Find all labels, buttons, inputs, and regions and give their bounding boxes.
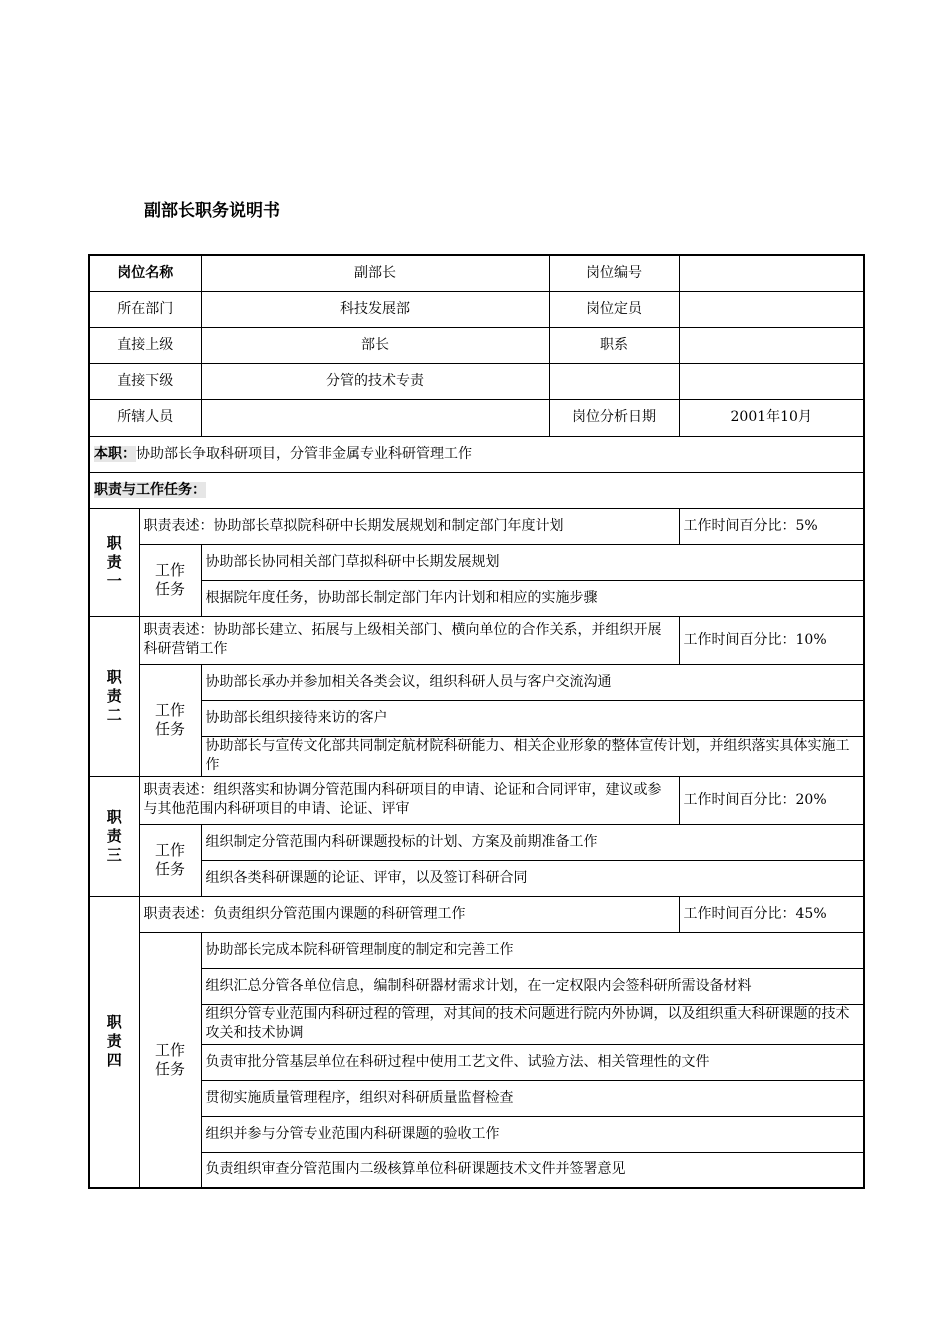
task-row xyxy=(89,1116,864,1152)
task-item: 根据院年度任务，协助部长制定部门年内计划和相应的实施步骤 xyxy=(201,580,864,616)
info-row xyxy=(89,363,864,399)
duty-name: 职 责 一 xyxy=(89,508,139,616)
task-row xyxy=(89,1004,864,1044)
info-value: 副部长 xyxy=(201,255,549,291)
info-label-2: 岗位定员 xyxy=(549,291,679,327)
info-value: 科技发展部 xyxy=(201,291,549,327)
info-row xyxy=(89,327,864,363)
info-value-2 xyxy=(679,255,864,291)
task-item: 协助部长与宣传文化部共同制定航材院科研能力、相关企业形象的整体宣传计划，并组织落实具体实施工作 xyxy=(201,736,864,776)
main-duty-text: 协助部长争取科研项目，分管非金属专业科研管理工作 xyxy=(136,445,472,462)
task-row xyxy=(89,860,864,896)
info-label: 所在部门 xyxy=(89,291,201,327)
duty-desc-row xyxy=(89,776,864,824)
duty-description: 职责表述：负责组织分管范围内课题的科研管理工作 xyxy=(139,896,679,932)
task-row xyxy=(89,700,864,736)
task-label: 工作 任务 xyxy=(139,664,201,776)
task-row xyxy=(89,544,864,580)
task-row xyxy=(89,968,864,1004)
info-value-2 xyxy=(679,291,864,327)
time-percentage: 工作时间百分比：10% xyxy=(679,616,864,664)
task-item: 协助部长承办并参加相关各类会议，组织科研人员与客户交流沟通 xyxy=(201,664,864,700)
task-item: 协助部长协同相关部门草拟科研中长期发展规划 xyxy=(201,544,864,580)
info-label: 直接上级 xyxy=(89,327,201,363)
duty-description: 职责表述：协助部长草拟院科研中长期发展规划和制定部门年度计划 xyxy=(139,508,679,544)
task-item: 组织汇总分管各单位信息，编制科研器材需求计划，在一定权限内会签科研所需设备材料 xyxy=(201,968,864,1004)
info-label: 直接下级 xyxy=(89,363,201,399)
task-row xyxy=(89,736,864,776)
task-item: 组织各类科研课题的论证、评审，以及签订科研合同 xyxy=(201,860,864,896)
task-item: 组织分管专业范围内科研过程的管理，对其间的技术问题进行院内外协调，以及组织重大科研课题的技术攻关和技术协调 xyxy=(201,1004,864,1044)
duty-desc-row xyxy=(89,896,864,932)
info-row xyxy=(89,255,864,291)
task-item: 协助部长组织接待来访的客户 xyxy=(201,700,864,736)
task-row xyxy=(89,1044,864,1080)
task-item: 组织并参与分管专业范围内科研课题的验收工作 xyxy=(201,1116,864,1152)
task-label: 工作 任务 xyxy=(139,544,201,616)
info-label-2: 职系 xyxy=(549,327,679,363)
info-label-2 xyxy=(549,363,679,399)
info-label: 岗位名称 xyxy=(89,255,201,291)
time-percentage: 工作时间百分比：5% xyxy=(679,508,864,544)
info-row xyxy=(89,399,864,436)
duty-description: 职责表述：协助部长建立、拓展与上级相关部门、横向单位的合作关系，并组织开展科研营销工作 xyxy=(139,616,679,664)
main-duty-label: 本职： xyxy=(94,445,136,462)
duty-name: 职 责 四 xyxy=(89,896,139,1188)
duty-name: 职 责 二 xyxy=(89,616,139,776)
info-label: 所辖人员 xyxy=(89,399,201,436)
info-value-2: 2001年10月 xyxy=(679,399,864,436)
info-value xyxy=(201,399,549,436)
task-label: 工作 任务 xyxy=(139,932,201,1188)
duty-name: 职 责 三 xyxy=(89,776,139,896)
time-percentage: 工作时间百分比：20% xyxy=(679,776,864,824)
time-percentage: 工作时间百分比：45% xyxy=(679,896,864,932)
main-duty-row xyxy=(89,436,864,472)
info-value-2 xyxy=(679,327,864,363)
task-row xyxy=(89,824,864,860)
document-title: 副部长职务说明书 xyxy=(144,201,280,221)
task-row xyxy=(89,932,864,968)
info-value: 分管的技术专责 xyxy=(201,363,549,399)
duty-desc-row xyxy=(89,508,864,544)
task-row xyxy=(89,580,864,616)
task-item: 贯彻实施质量管理程序，组织对科研质量监督检查 xyxy=(201,1080,864,1116)
main-duty xyxy=(89,436,864,472)
info-value-2 xyxy=(679,363,864,399)
task-row xyxy=(89,664,864,700)
task-item: 协助部长完成本院科研管理制度的制定和完善工作 xyxy=(201,932,864,968)
task-item: 负责审批分管基层单位在科研过程中使用工艺文件、试验方法、相关管理性的文件 xyxy=(201,1044,864,1080)
task-row xyxy=(89,1152,864,1188)
task-item: 组织制定分管范围内科研课题投标的计划、方案及前期准备工作 xyxy=(201,824,864,860)
duty-desc-row xyxy=(89,616,864,664)
job-description-table xyxy=(88,254,865,1189)
info-label-2: 岗位分析日期 xyxy=(549,399,679,436)
duties-header: 职责与工作任务： xyxy=(89,472,864,508)
task-item: 负责组织审查分管范围内二级核算单位科研课题技术文件并签署意见 xyxy=(201,1152,864,1188)
duty-description: 职责表述：组织落实和协调分管范围内科研项目的申请、论证和合同评审，建议或参与其他范围内科研项目的申请、论证、评审 xyxy=(139,776,679,824)
info-label-2: 岗位编号 xyxy=(549,255,679,291)
info-value: 部长 xyxy=(201,327,549,363)
info-row xyxy=(89,291,864,327)
task-label: 工作 任务 xyxy=(139,824,201,896)
duties-header-row xyxy=(89,472,864,508)
task-row xyxy=(89,1080,864,1116)
